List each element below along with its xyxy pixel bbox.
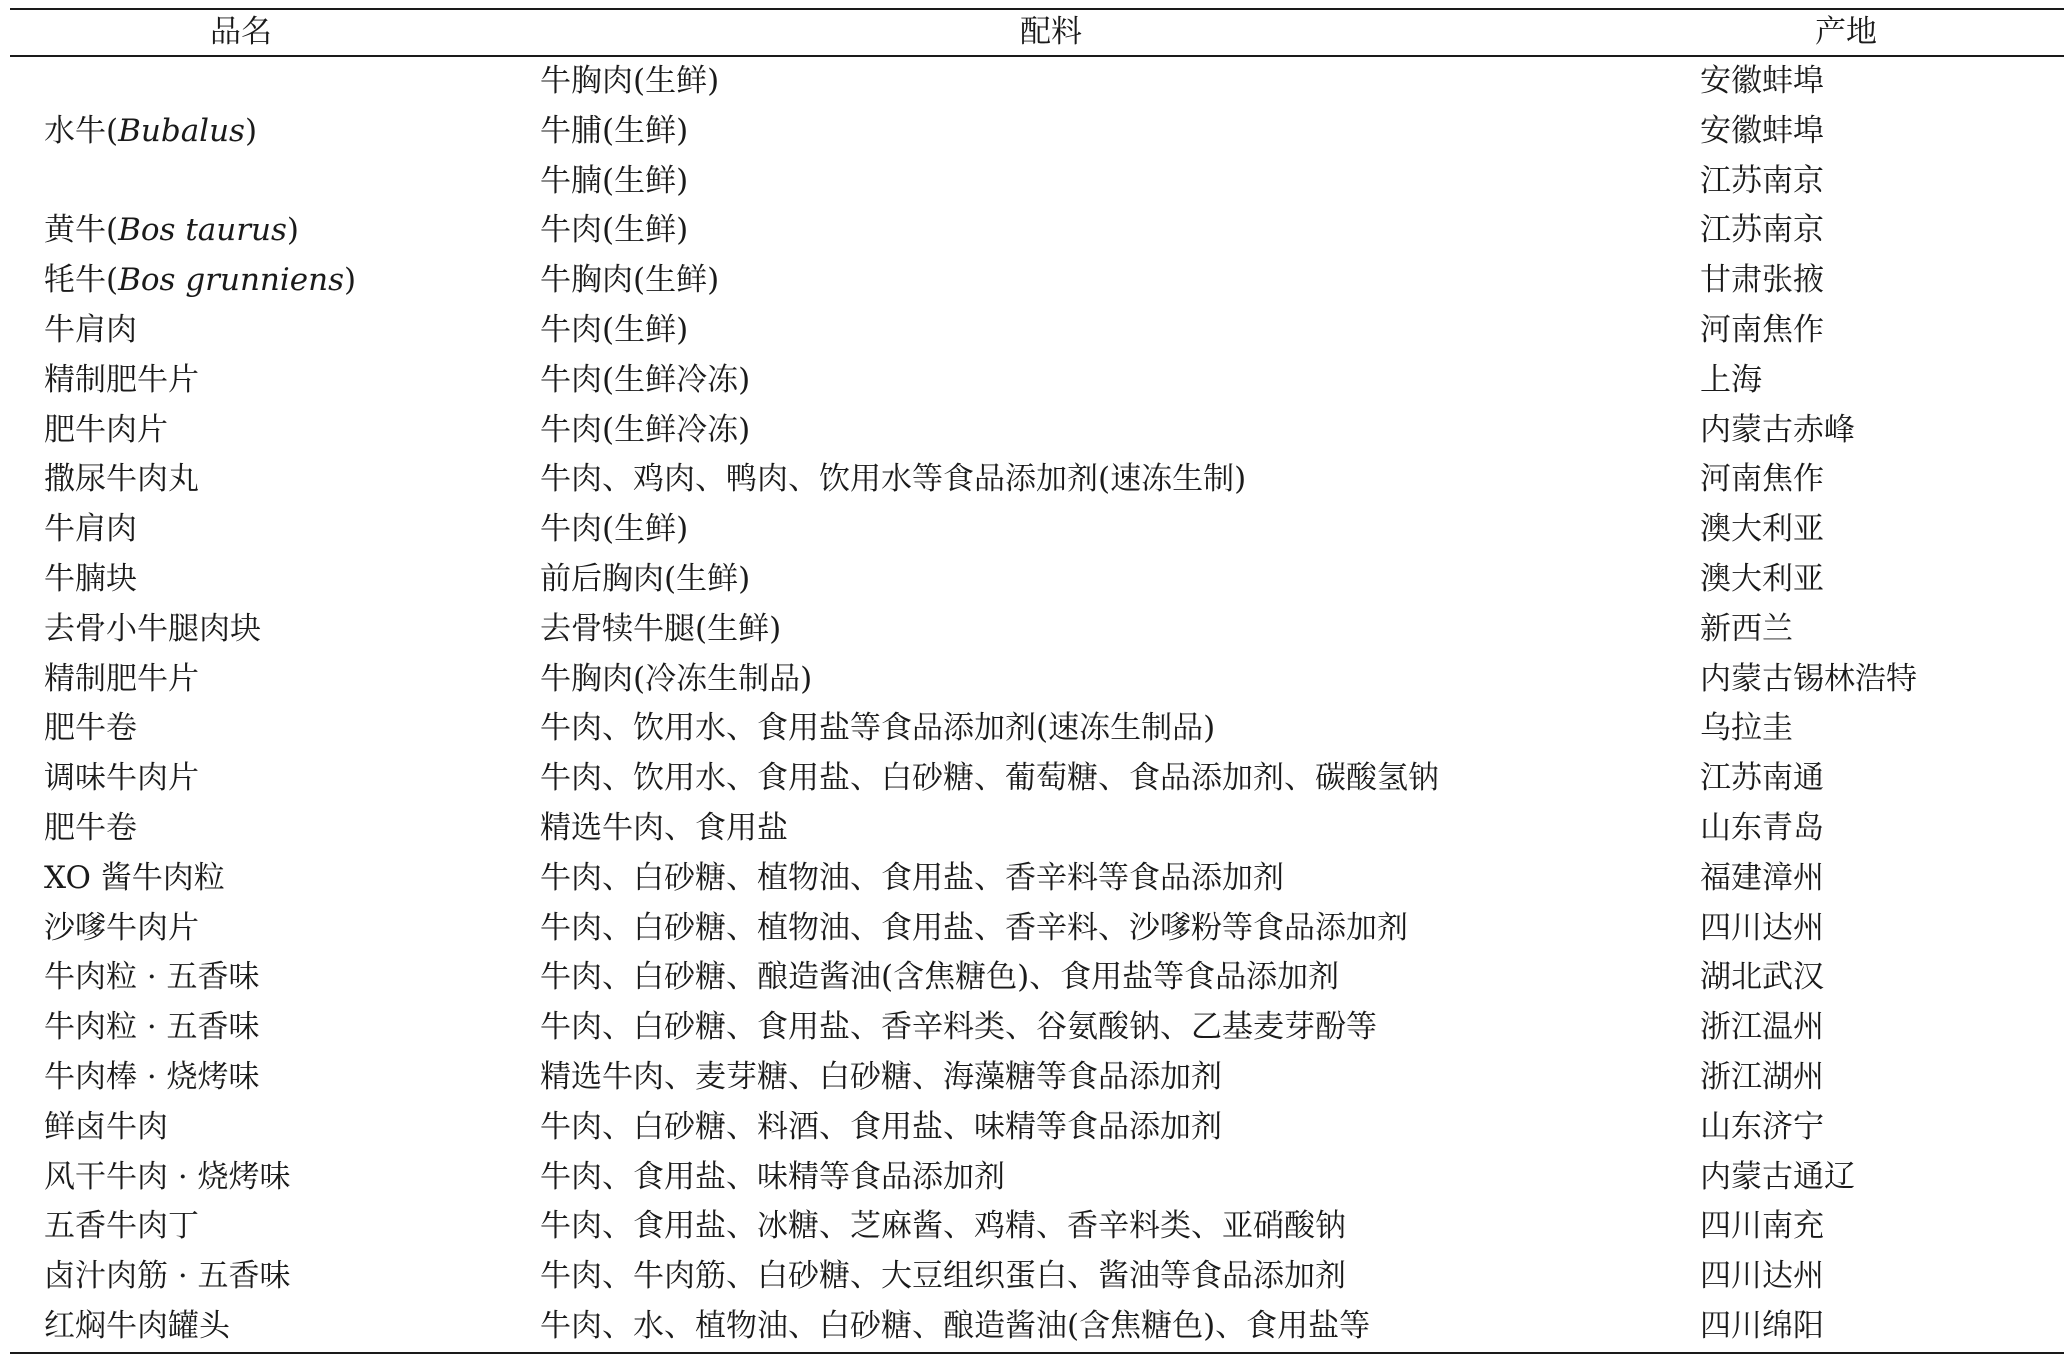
product-name: 牛肩肉 <box>44 511 137 548</box>
ingredients-cell: 牛肉、食用盐、冰糖、芝麻酱、鸡精、香辛料类、亚硝酸钠 <box>540 1208 1346 1245</box>
header-ingredients: 配料 <box>510 9 1670 56</box>
product-name: 肥牛卷 <box>44 809 137 846</box>
table-row <box>10 1103 2064 1153</box>
table-row <box>10 1252 2064 1302</box>
ingredients-cell: 前后胸肉(生鲜) <box>540 560 751 597</box>
product-name-cell <box>10 157 510 207</box>
table-row <box>10 256 2064 306</box>
product-name: 沙嗲牛肉片 <box>44 909 199 946</box>
product-name: 调味牛肉片 <box>44 760 199 797</box>
table-row <box>10 704 2064 754</box>
product-name-cell <box>10 804 510 854</box>
ingredients-cell: 牛肉、饮用水、食用盐、白砂糖、葡萄糖、食品添加剂、碳酸氢钠 <box>540 760 1439 797</box>
ingredients-cell: 牛肉、白砂糖、酿造酱油(含焦糖色)、食用盐等食品添加剂 <box>540 959 1340 996</box>
origin-cell: 四川达州 <box>1700 1258 1824 1295</box>
product-name-cell <box>10 1252 510 1302</box>
product-name-cell <box>10 904 510 954</box>
ingredients-cell: 牛肉、食用盐、味精等食品添加剂 <box>540 1158 1005 1195</box>
ingredients-cell: 牛肉、白砂糖、植物油、食用盐、香辛料等食品添加剂 <box>540 859 1284 896</box>
product-name: 精制肥牛片 <box>44 660 199 697</box>
origin-cell: 四川绵阳 <box>1670 1302 2064 1353</box>
origin-cell: 山东济宁 <box>1700 1108 1824 1145</box>
origin-cell: 内蒙古锡林浩特 <box>1700 660 1917 697</box>
product-name-cell <box>10 555 510 605</box>
ingredients-cell: 牛肉、白砂糖、食用盐、香辛料类、谷氨酸钠、乙基麦芽酚等 <box>540 1009 1377 1046</box>
origin-cell: 新西兰 <box>1700 610 1793 647</box>
table-row <box>10 56 2064 107</box>
product-name: 去骨小牛腿肉块 <box>44 610 261 647</box>
ingredients-cell: 牛肉、鸡肉、鸭肉、饮用水等食品添加剂(速冻生制) <box>540 461 1247 498</box>
product-name-cell <box>10 953 510 1003</box>
table-row <box>10 754 2064 804</box>
origin-cell: 江苏南通 <box>1700 760 1824 797</box>
product-name-close: ) <box>244 112 258 149</box>
origin-cell: 河南焦作 <box>1700 461 1824 498</box>
product-name: 牛肉粒 · 五香味 <box>44 1009 260 1046</box>
product-name-cell <box>10 1003 510 1053</box>
table-row <box>10 406 2064 456</box>
table-row <box>10 953 2064 1003</box>
product-name-cell <box>10 1153 510 1203</box>
product-name: 牛腩块 <box>44 560 137 597</box>
product-table-container <box>10 8 2064 1354</box>
origin-cell: 河南焦作 <box>1700 311 1824 348</box>
latin-name: Bos grunniens <box>118 262 345 299</box>
origin-cell: 澳大利亚 <box>1700 511 1824 548</box>
product-name-cell <box>10 704 510 754</box>
product-name-cell <box>10 306 510 356</box>
ingredients-cell: 牛肉(生鲜) <box>540 311 689 348</box>
table-row <box>10 306 2064 356</box>
table-row <box>10 356 2064 406</box>
ingredients-cell: 牛胸肉(生鲜) <box>540 63 720 99</box>
origin-cell: 四川南充 <box>1700 1208 1824 1245</box>
product-name-cell <box>10 107 510 157</box>
origin-cell: 澳大利亚 <box>1700 560 1824 597</box>
ingredients-cell: 牛脯(生鲜) <box>540 112 689 149</box>
product-name-cell <box>10 455 510 505</box>
ingredients-cell: 牛胸肉(冷冻生制品) <box>540 660 813 697</box>
origin-cell: 安徽蚌埠 <box>1700 112 1824 149</box>
table-row <box>10 655 2064 705</box>
product-name: 鲜卤牛肉 <box>44 1108 168 1145</box>
ingredients-cell: 牛胸肉(生鲜) <box>540 262 720 299</box>
table-row <box>10 455 2064 505</box>
ingredients-cell: 牛肉、白砂糖、植物油、食用盐、香辛料、沙嗲粉等食品添加剂 <box>540 909 1408 946</box>
origin-cell: 四川达州 <box>1700 909 1824 946</box>
product-name: 牦牛( <box>44 262 119 299</box>
origin-cell: 浙江湖州 <box>1700 1058 1824 1095</box>
latin-name: Bubalus <box>118 112 245 149</box>
product-name-cell <box>10 56 510 107</box>
ingredients-cell: 牛肉(生鲜冷冻) <box>540 361 751 398</box>
product-name: 肥牛肉片 <box>44 411 168 448</box>
beef-products-table <box>10 8 2064 1354</box>
ingredients-cell: 牛肉、水、植物油、白砂糖、酿造酱油(含焦糖色)、食用盐等 <box>510 1302 1670 1353</box>
origin-cell: 山东青岛 <box>1700 809 1824 846</box>
header-product-name: 品名 <box>10 9 510 56</box>
product-name: 红焖牛肉罐头 <box>44 1307 230 1344</box>
product-name: 牛肉粒 · 五香味 <box>44 959 260 996</box>
product-name-cell <box>10 406 510 456</box>
product-name-cell <box>10 1202 510 1252</box>
product-name: 风干牛肉 · 烧烤味 <box>44 1158 291 1195</box>
product-name: 牛肉棒 · 烧烤味 <box>44 1058 260 1095</box>
product-name-cell <box>10 206 510 256</box>
product-name-cell <box>10 356 510 406</box>
ingredients-cell: 牛腩(生鲜) <box>540 162 689 199</box>
product-name-cell <box>10 1103 510 1153</box>
product-name: 牛肩肉 <box>44 311 137 348</box>
origin-cell: 江苏南京 <box>1700 212 1824 249</box>
origin-cell: 内蒙古通辽 <box>1700 1158 1855 1195</box>
product-name: 撒尿牛肉丸 <box>44 461 199 498</box>
product-name: 水牛( <box>44 112 119 149</box>
product-name: 精制肥牛片 <box>44 361 199 398</box>
table-row <box>10 1003 2064 1053</box>
product-name-close: ) <box>344 262 357 299</box>
header-row <box>10 9 2064 56</box>
table-row <box>10 107 2064 157</box>
origin-cell: 内蒙古赤峰 <box>1700 411 1855 448</box>
table-body <box>10 56 2064 1353</box>
origin-cell: 乌拉圭 <box>1700 710 1793 747</box>
product-name-close: ) <box>286 212 300 249</box>
table-row <box>10 804 2064 854</box>
product-name-cell <box>10 256 510 306</box>
ingredients-cell: 精选牛肉、食用盐 <box>540 809 788 846</box>
table-row <box>10 605 2064 655</box>
table-row <box>10 1302 2064 1353</box>
ingredients-cell: 牛肉(生鲜冷冻) <box>540 411 751 448</box>
table-row <box>10 854 2064 904</box>
ingredients-cell: 牛肉、饮用水、食用盐等食品添加剂(速冻生制品) <box>540 710 1216 747</box>
product-name: 五香牛肉丁 <box>44 1208 199 1245</box>
table-row <box>10 505 2064 555</box>
origin-cell: 湖北武汉 <box>1700 959 1824 996</box>
origin-cell: 安徽蚌埠 <box>1700 63 1824 99</box>
product-name: 肥牛卷 <box>44 710 137 747</box>
ingredients-cell: 去骨犊牛腿(生鲜) <box>540 610 782 647</box>
product-name-cell <box>10 1053 510 1103</box>
table-row <box>10 1053 2064 1103</box>
table-row <box>10 904 2064 954</box>
origin-cell: 浙江温州 <box>1700 1009 1824 1046</box>
table-row <box>10 555 2064 605</box>
ingredients-cell: 精选牛肉、麦芽糖、白砂糖、海藻糖等食品添加剂 <box>540 1058 1222 1095</box>
table-row <box>10 1202 2064 1252</box>
product-name-cell <box>10 605 510 655</box>
product-name-cell <box>10 854 510 904</box>
product-name-cell <box>10 505 510 555</box>
origin-cell: 上海 <box>1700 361 1762 398</box>
table-row <box>10 206 2064 256</box>
product-name-cell <box>10 1302 510 1353</box>
product-name: 黄牛( <box>44 212 119 249</box>
ingredients-cell: 牛肉(生鲜) <box>540 511 689 548</box>
origin-cell: 江苏南京 <box>1700 162 1824 199</box>
product-name: XO 酱牛肉粒 <box>44 859 225 896</box>
ingredients-cell: 牛肉(生鲜) <box>540 212 689 249</box>
product-name-cell <box>10 655 510 705</box>
origin-cell: 福建漳州 <box>1700 859 1824 896</box>
table-row <box>10 1153 2064 1203</box>
origin-cell: 甘肃张掖 <box>1700 262 1824 299</box>
ingredients-cell: 牛肉、白砂糖、料酒、食用盐、味精等食品添加剂 <box>540 1108 1222 1145</box>
latin-name: Bos taurus <box>118 212 287 249</box>
table-row <box>10 157 2064 207</box>
product-name-cell <box>10 754 510 804</box>
product-name: 卤汁肉筋 · 五香味 <box>44 1258 291 1295</box>
table-header <box>10 9 2064 56</box>
header-origin: 产地 <box>1670 9 2064 56</box>
ingredients-cell: 牛肉、牛肉筋、白砂糖、大豆组织蛋白、酱油等食品添加剂 <box>540 1258 1346 1295</box>
